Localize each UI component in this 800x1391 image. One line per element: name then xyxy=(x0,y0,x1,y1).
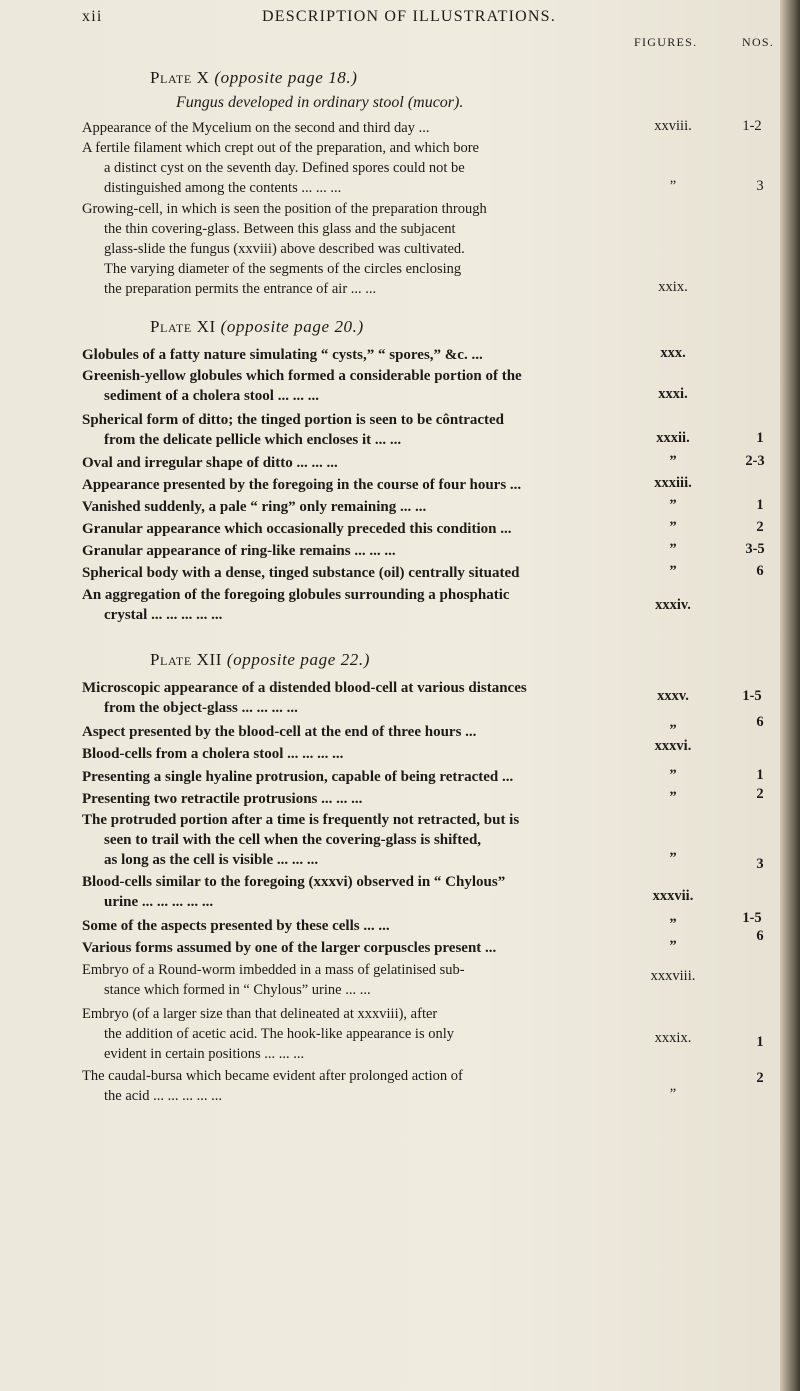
figure-ref: ” xyxy=(669,563,677,579)
list-item: Globules of a fatty nature simulating “ cysts,” “ spores,” &c. ... xyxy=(82,347,483,363)
plate-title: Plate XI xyxy=(150,317,216,336)
figure-number: 1 xyxy=(756,497,764,513)
list-item: The caudal-bursa which became evident after prolonged action of the acid ... ... ... ... ... xyxy=(82,1068,463,1104)
plate-heading xyxy=(150,650,370,670)
column-header-figures: FIGURES. xyxy=(634,35,698,49)
figure-number: 1 xyxy=(756,767,764,783)
figure-ref: xxxiv. xyxy=(655,597,691,613)
figure-number: 1-2 xyxy=(742,118,762,134)
list-item: Spherical body with a dense, tinged substance (oil) centrally situated xyxy=(82,565,520,581)
list-item: Appearance presented by the foregoing in the course of four hours ... xyxy=(82,477,522,493)
list-item: Growing-cell, in which is seen the position of the preparation through the thin covering-glass. Between this glass and the subjacent glass-slide the fungus (xxviii) above described was cultivated. The varying diameter of the segments of the circles enclosing the preparation permits the entrance of air ... ... xyxy=(82,201,487,297)
plate-page-ref: (opposite page 18.) xyxy=(214,68,358,87)
plate-heading xyxy=(150,68,358,88)
list-item: An aggregation of the foregoing globules surrounding a phosphatic crystal ... ... ... ... ... xyxy=(82,587,510,623)
list-item: Embryo of a Round-worm imbedded in a mass of gelatinised sub- stance which formed in “ Chylous” urine ... ... xyxy=(82,962,465,998)
figure-ref: ” xyxy=(669,789,677,805)
plate-title: Plate XII xyxy=(150,650,223,669)
figure-ref: xxxi. xyxy=(658,386,688,402)
list-item: Presenting a single hyaline protrusion, capable of being retracted ... xyxy=(82,769,514,785)
list-item: Aspect presented by the blood-cell at the end of three hours ... xyxy=(82,724,477,740)
figure-number: 2-3 xyxy=(745,453,765,469)
list-item: Presenting two retractile protrusions ... ... ... xyxy=(82,791,363,807)
figure-ref: xxxix. xyxy=(654,1030,692,1046)
figure-ref: ” xyxy=(669,916,677,932)
list-item: Spherical form of ditto; the tinged portion is seen to be côntracted from the delicate pellicle which encloses it ... ... xyxy=(82,412,505,448)
list-item: A fertile filament which crept out of the preparation, and which bore a distinct cyst on the seventh day. Defined spores could not be distinguished among the contents ... ... ... xyxy=(82,140,479,196)
list-item: Vanished suddenly, a pale “ ring” only remaining ... ... xyxy=(82,499,427,515)
figure-ref: ” xyxy=(669,722,677,738)
figure-number: 1-5 xyxy=(742,688,762,704)
figure-number: 1 xyxy=(756,1034,764,1050)
figure-number: 3 xyxy=(756,856,764,872)
figure-ref: ” xyxy=(669,850,677,866)
figure-ref: xxix. xyxy=(658,279,688,295)
list-item: Blood-cells from a cholera stool ... ... ... ... xyxy=(82,746,344,762)
figure-number: 6 xyxy=(756,563,764,579)
plate-page-ref: (opposite page 20.) xyxy=(220,317,364,336)
figure-ref: xxxv. xyxy=(657,688,689,704)
list-item: Granular appearance which occasionally preceded this condition ... xyxy=(82,521,512,537)
list-item: Granular appearance of ring-like remains ... ... ... xyxy=(82,543,396,559)
list-item: Greenish-yellow globules which formed a considerable portion of the sediment of a cholera stool ... ... ... xyxy=(82,368,522,404)
figure-number: 2 xyxy=(756,786,764,802)
column-header-nos: NOS. xyxy=(742,35,775,49)
figure-ref: xxxvii. xyxy=(652,888,694,904)
list-item: Oval and irregular shape of ditto ... ... ... xyxy=(82,455,338,471)
figure-ref: xxx. xyxy=(660,345,686,361)
figure-number: 6 xyxy=(756,928,764,944)
figure-ref: ” xyxy=(669,178,677,194)
plate-title: Plate X xyxy=(150,68,210,87)
plate-subtitle: Fungus developed in ordinary stool (mucor). xyxy=(176,94,464,111)
book-binding-edge xyxy=(780,0,800,1391)
figure-number: 2 xyxy=(756,1070,764,1086)
running-header xyxy=(82,8,682,26)
figure-ref: xxxvi. xyxy=(654,738,692,754)
figure-number: 2 xyxy=(756,519,764,535)
figure-ref: ” xyxy=(669,767,677,783)
figure-ref: ” xyxy=(669,453,677,469)
figure-number: 6 xyxy=(756,714,764,730)
figure-ref: ” xyxy=(669,1086,677,1102)
figure-number: 3 xyxy=(756,178,764,194)
plate-page-ref: (opposite page 22.) xyxy=(226,650,371,669)
list-item: Embryo (of a larger size than that delineated at xxxviii), after the addition of acetic acid. The hook-like appearance is only evident in certain positions ... ... ... xyxy=(82,1006,455,1062)
figure-ref: ” xyxy=(669,938,677,954)
figure-ref: ” xyxy=(669,497,677,513)
figure-ref: ” xyxy=(669,541,677,557)
list-item: Various forms assumed by one of the larger corpuscles present ... xyxy=(82,940,497,956)
figure-ref: ” xyxy=(669,519,677,535)
list-item: Appearance of the Mycelium on the second and third day ... xyxy=(82,120,430,136)
figure-ref: xxviii. xyxy=(654,118,692,134)
list-item: The protruded portion after a time is frequently not retracted, but is seen to trail with the cell when the covering-glass is shifted, as long as the cell is visible ... ... ... xyxy=(82,812,520,868)
plate-heading xyxy=(150,317,364,337)
figure-ref: xxxii. xyxy=(656,430,690,446)
page-number: xii xyxy=(82,8,103,25)
figure-ref: xxxviii. xyxy=(650,968,696,984)
page-header-title: DESCRIPTION OF ILLUSTRATIONS. xyxy=(262,8,556,25)
list-item: Microscopic appearance of a distended blood-cell at various distances from the object-glass ... ... ... ... xyxy=(82,680,527,716)
list-item: Some of the aspects presented by these cells ... ... xyxy=(82,918,390,934)
figure-number: 3-5 xyxy=(745,541,765,557)
figure-number: 1-5 xyxy=(742,910,762,926)
figure-ref: xxxiii. xyxy=(654,475,692,491)
figure-number: 1 xyxy=(756,430,764,446)
list-item: Blood-cells similar to the foregoing (xxxvi) observed in “ Chylous” urine ... ... ... ... ... xyxy=(82,874,506,910)
